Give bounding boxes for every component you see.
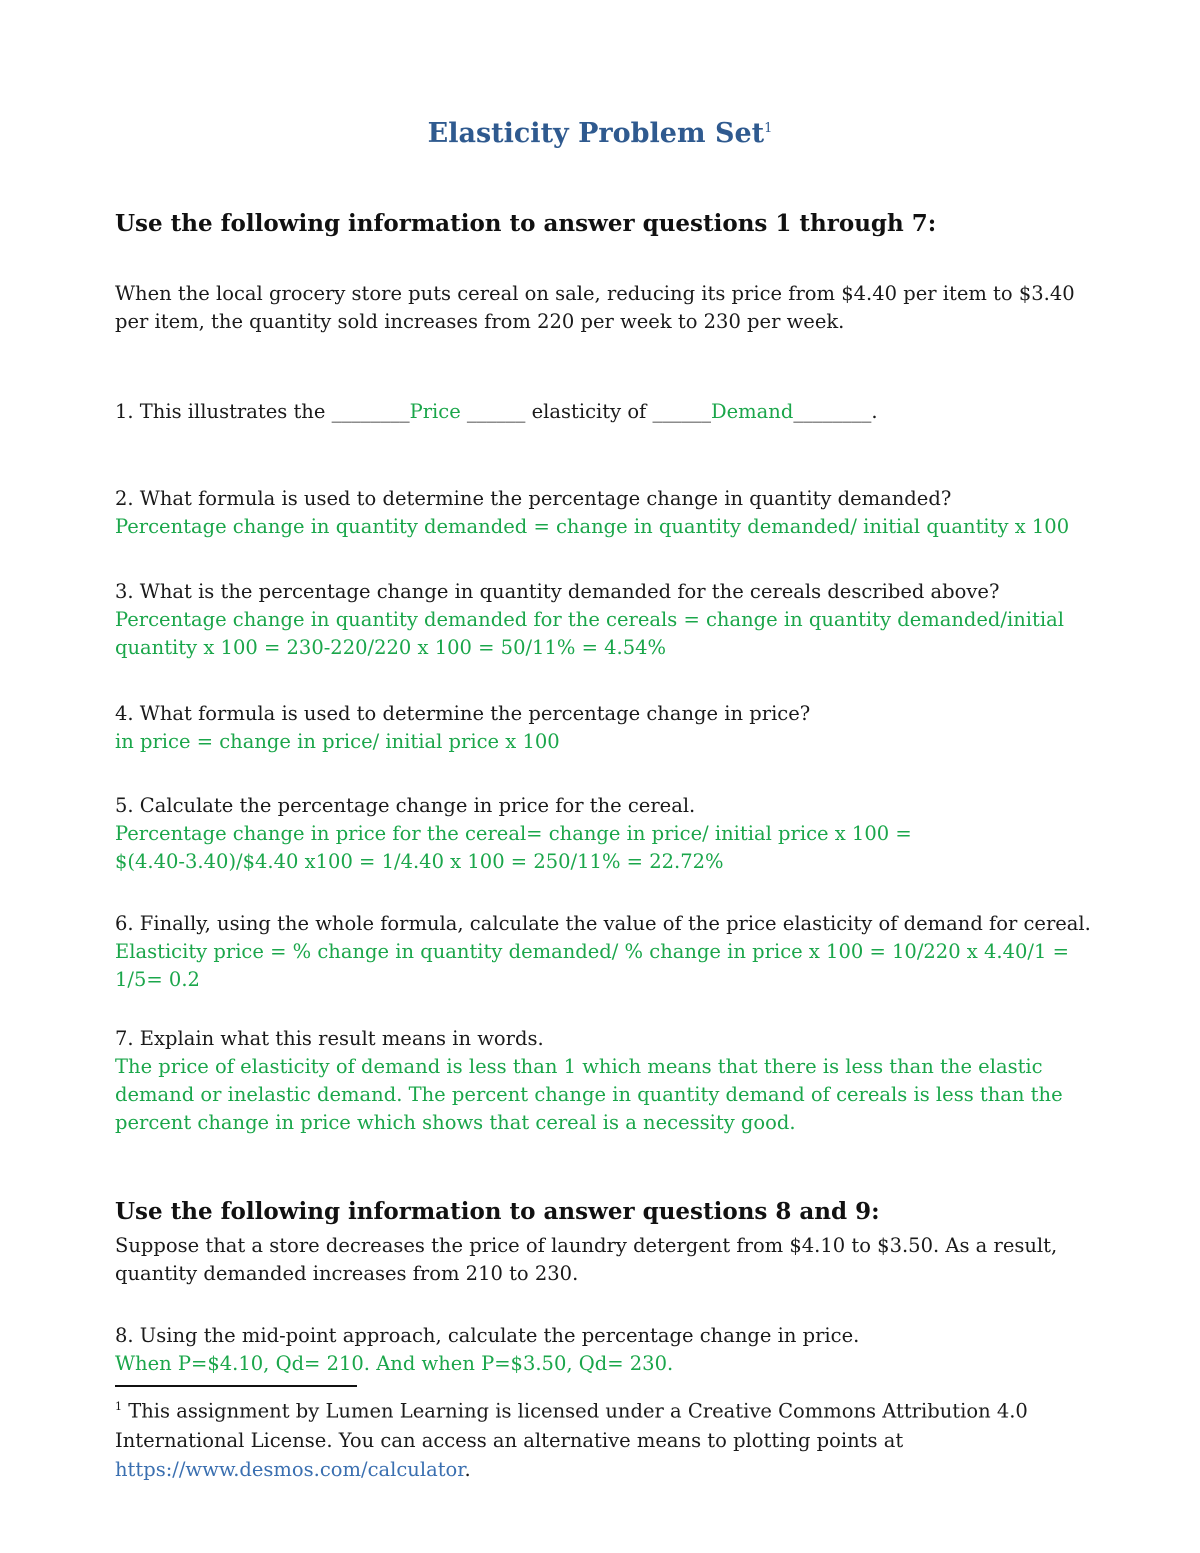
section1-heading: Use the following information to answer questions 1 through 7: <box>115 210 937 237</box>
answer-8: When P=$4.10, Qd= 210. And when P=$3.50, Qd= 230. <box>115 1352 674 1375</box>
section2-heading: Use the following information to answer questions 8 and 9: <box>115 1198 880 1225</box>
question-2: 2. What formula is used to determine the percentage change in quantity demanded? Percentage change in quantity demanded = change in quantity demanded/ initial quantity x 100 <box>115 485 1095 541</box>
question-1: 1. This illustrates the ________Price ______ elasticity of ______Demand________. <box>115 400 878 423</box>
answer-6: Elasticity price = % change in quantity demanded/ % change in price x 100 = 10/220 x 4.40/1 = 1/5= 0.2 <box>115 940 1069 991</box>
desmos-link[interactable]: https://www.desmos.com/calculator <box>115 1457 465 1481</box>
answer-price: Price <box>409 400 461 423</box>
footnote-divider <box>115 1385 357 1387</box>
answer-5: Percentage change in price for the cereal= change in price/ initial price x 100 = $(4.40-3.40)/$4.40 x100 = 1/4.40 x 100 = 250/11% = 22.72% <box>115 822 912 873</box>
question-5: 5. Calculate the percentage change in price for the cereal. Percentage change in price for the cereal= change in price/ initial price x 100 = $(4.40-3.40)/$4.40 x100 = 1/4.40 x 100 = 250/11% = 22.72% <box>115 792 1095 876</box>
answer-2: Percentage change in quantity demanded = change in quantity demanded/ initial quantity x 100 <box>115 515 1070 538</box>
footnote-mark: 1 <box>115 1400 122 1413</box>
question-3: 3. What is the percentage change in quantity demanded for the cereals described above? Percentage change in quantity demanded for the cereals = change in quantity demanded/initial quantity x 100 = 230-220/220 x 100 = 50/11% = 4.54% <box>115 578 1095 662</box>
answer-7: The price of elasticity of demand is less than 1 which means that there is less than the elastic demand or inelastic demand. The percent change in quantity demand of cereals is less than the percent change in price which shows that cereal is a necessity good. <box>115 1055 1063 1134</box>
section2-intro: Suppose that a store decreases the price of laundry detergent from $4.10 to $3.50. As a result, quantity demanded increases from 210 to 230. <box>115 1234 1058 1285</box>
answer-4: in price = change in price/ initial price x 100 <box>115 730 560 753</box>
question-8: 8. Using the mid-point approach, calculate the percentage change in price. When P=$4.10, Qd= 210. And when P=$3.50, Qd= 230. <box>115 1322 1095 1378</box>
question-6: 6. Finally, using the whole formula, calculate the value of the price elasticity of demand for cereal. Elasticity price = % change in quantity demanded/ % change in price x 100 = 10/220 x 4.40/1 = 1/5= 0.2 <box>115 910 1095 994</box>
answer-demand: Demand <box>710 400 794 423</box>
answer-3: Percentage change in quantity demanded for the cereals = change in quantity demanded/initial quantity x 100 = 230-220/220 x 100 = 50/11% = 4.54% <box>115 608 1064 659</box>
footnote: $^1$ This assignment by Lumen Learning is licensed under a Creative Commons Attribution 4.0 International License. You can access an alternative means to plotting points at https://www.desmos.com/calculator. <box>115 1399 1028 1481</box>
section1-intro: When the local grocery store puts cereal on sale, reducing its price from $4.40 per item to $3.40 per item, the quantity sold increases from 220 per week to 230 per week. <box>115 282 1075 333</box>
question-7: 7. Explain what this result means in words. The price of elasticity of demand is less than 1 which means that there is less than the elastic demand or inelastic demand. The percent change in quantity demand of cereals is less than the percent change in price which shows that cereal is a necessity good. <box>115 1025 1095 1137</box>
page-title: Elasticity Problem Set$^1$ <box>427 118 773 149</box>
title-footnote-mark: 1 <box>764 121 773 136</box>
question-4: 4. What formula is used to determine the percentage change in price? in price = change in price/ initial price x 100 <box>115 700 1095 756</box>
